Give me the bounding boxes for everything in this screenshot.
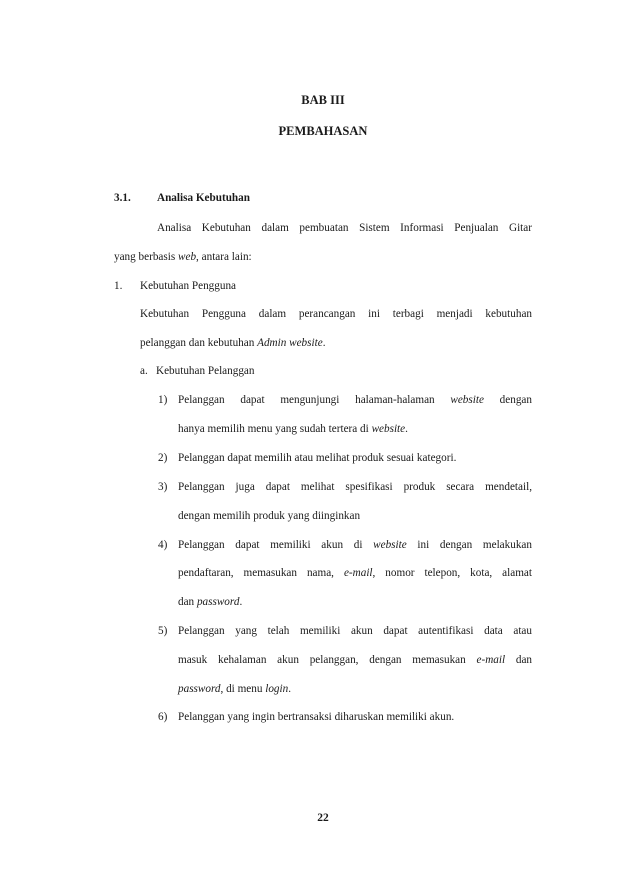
point-5-number: 5) (158, 625, 168, 637)
point-1-line-1: Pelanggan dapat mengunjungi halaman-halaman website dengan (178, 394, 532, 406)
point-2-number: 2) (158, 452, 168, 464)
page-number: 22 (317, 812, 329, 824)
intro-line-1: Analisa Kebutuhan dalam pembuatan Sistem Informasi Penjualan Gitar (157, 222, 532, 234)
item-1-para-line-2: pelanggan dan kebutuhan Admin website. (140, 337, 326, 349)
point-2-line-1: Pelanggan dapat memilih atau melihat produk sesuai kategori. (178, 452, 457, 464)
point-5-line-3: password, di menu login. (178, 683, 292, 695)
sub-a-label: a. (140, 365, 148, 377)
point-4-line-2: pendaftaran, memasukan nama, e-mail, nomor telepon, kota, alamat (178, 567, 532, 579)
point-3-line-2: dengan memilih produk yang diinginkan (178, 510, 361, 522)
point-3-line-1: Pelanggan juga dapat melihat spesifikasi produk secara mendetail, (178, 481, 532, 493)
point-4-line-3: dan password. (178, 596, 243, 608)
point-6-line-1: Pelanggan yang ingin bertransaksi diharuskan memiliki akun. (178, 711, 455, 723)
point-5-line-2: masuk kehalaman akun pelanggan, dengan memasukan e-mail dan (178, 654, 533, 666)
intro-line-2: yang berbasis web, antara lain: (114, 251, 252, 263)
chapter-number: BAB III (301, 93, 345, 107)
item-1-para-line-1: Kebutuhan Pengguna dalam perancangan ini terbagi menjadi kebutuhan (140, 308, 532, 320)
item-1-number: 1. (114, 280, 123, 292)
item-1-title: Kebutuhan Pengguna (140, 280, 237, 292)
chapter-title: PEMBAHASAN (278, 124, 368, 138)
point-1-line-2: hanya memilih menu yang sudah tertera di website. (178, 423, 408, 435)
sub-a-title: Kebutuhan Pelanggan (156, 365, 255, 377)
point-4-line-1: Pelanggan dapat memiliki akun di website ini dengan melakukan (178, 539, 532, 551)
point-3-number: 3) (158, 481, 168, 493)
point-4-number: 4) (158, 539, 168, 551)
section-number: 3.1. (114, 192, 131, 204)
point-5-line-1: Pelanggan yang telah memiliki akun dapat autentifikasi data atau (178, 625, 532, 637)
section-title: Analisa Kebutuhan (157, 192, 250, 204)
point-1-number: 1) (158, 394, 168, 406)
point-6-number: 6) (158, 711, 168, 723)
